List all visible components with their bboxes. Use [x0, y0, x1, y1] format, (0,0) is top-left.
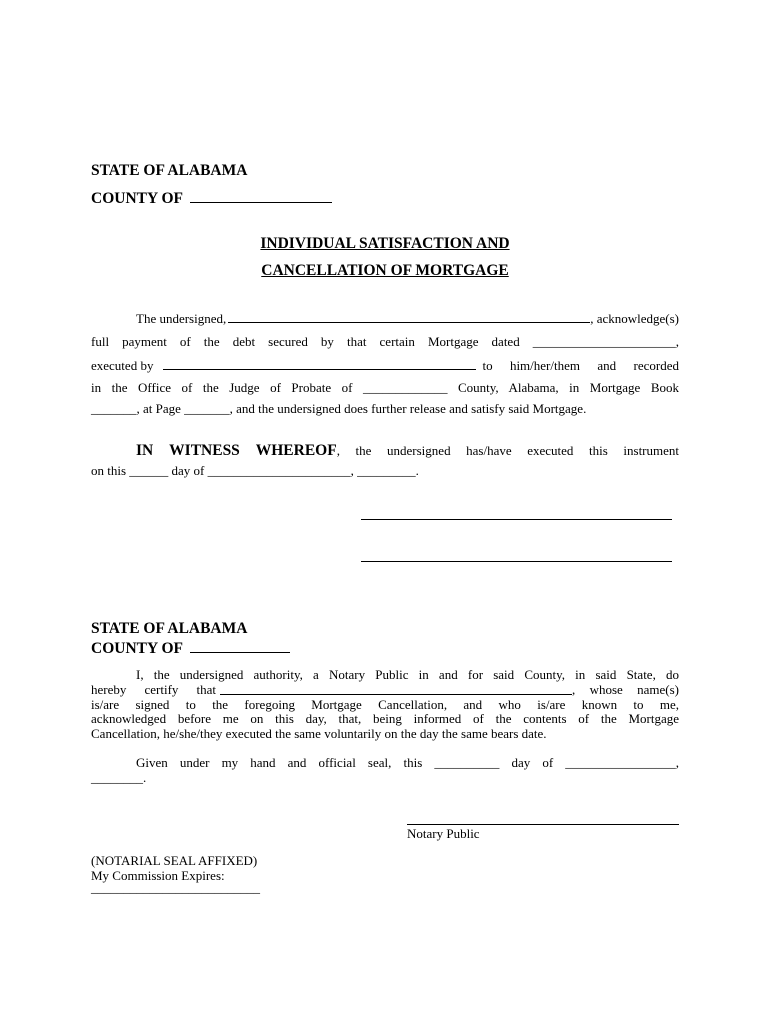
- signature-line-2[interactable]: [361, 561, 672, 562]
- given-paragraph: [91, 755, 679, 785]
- recorded-label: to him/her/them and recorded: [482, 358, 679, 373]
- notary-line-5: Cancellation, he/she/they executed the same voluntarily on the day the same bears date.: [91, 725, 547, 741]
- notary-line-4: acknowledged before me on this day, that, being informed of the contents of the Mortgage: [91, 711, 679, 727]
- whose-names-label: , whose name(s): [572, 681, 679, 697]
- witness-paragraph: [91, 440, 679, 481]
- certify-name-blank[interactable]: [220, 683, 572, 695]
- given-line-2: ________.: [91, 770, 147, 785]
- certify-label: hereby certify that: [91, 681, 216, 697]
- notary-state-heading: STATE OF ALABAMA: [91, 620, 248, 637]
- satisfaction-line-5: _______, at Page _______, and the undersigned does further release and satisfy said Mortgage.: [91, 401, 587, 416]
- county-heading-label: COUNTY OF: [91, 190, 183, 207]
- executed-by-blank[interactable]: [163, 355, 476, 370]
- notary-signature-line[interactable]: [407, 824, 679, 825]
- undersigned-label: The undersigned,: [136, 311, 227, 326]
- witness-line-2: on this ______ day of ______________________, _________.: [91, 462, 419, 478]
- notary-public-label: Notary Public: [407, 826, 480, 841]
- state-heading: STATE OF ALABAMA: [91, 162, 248, 179]
- witness-lead: IN WITNESS WHEREOF: [136, 442, 337, 459]
- witness-rest: , the undersigned has/have executed this instrument: [336, 443, 679, 458]
- notary-county-blank[interactable]: [190, 638, 290, 653]
- notary-line-2: [91, 683, 679, 698]
- county-blank[interactable]: [190, 188, 332, 203]
- notarial-seal-label: (NOTARIAL SEAL AFFIXED): [91, 853, 258, 868]
- commission-expires-blank[interactable]: __________________________: [91, 880, 260, 895]
- satisfaction-paragraph: [91, 308, 679, 420]
- document-title-line2: CANCELLATION OF MORTGAGE: [261, 262, 509, 279]
- given-line-1: Given under my hand and official seal, this __________ day of _________________,: [136, 755, 679, 770]
- county-heading: [91, 188, 332, 208]
- notary-county-heading: [91, 638, 290, 658]
- notary-line-1: I, the undersigned authority, a Notary Public in and for said County, in said State, do: [136, 667, 679, 682]
- executed-by-label: executed by: [91, 358, 154, 373]
- acknowledges-label: , acknowledge(s): [590, 311, 679, 326]
- commission-expires-label: My Commission Expires:: [91, 868, 225, 883]
- undersigned-name-blank[interactable]: [228, 308, 590, 323]
- satisfaction-line-2: full payment of the debt secured by that certain Mortgage dated ______________________,: [91, 333, 679, 349]
- satisfaction-line-3: [91, 355, 679, 377]
- notary-line-3: is/are signed to the foregoing Mortgage Cancellation, and who is/are known to me,: [91, 696, 679, 712]
- satisfaction-line-1: [91, 308, 679, 330]
- notary-paragraph: [91, 668, 679, 741]
- document-title-line1: INDIVIDUAL SATISFACTION AND: [260, 235, 510, 252]
- signature-line-1[interactable]: [361, 519, 672, 520]
- satisfaction-line-4: in the Office of the Judge of Probate of _____________ County, Alabama, in Mortgage Book: [91, 379, 679, 395]
- witness-line-1: [91, 440, 679, 462]
- notary-county-label: COUNTY OF: [91, 640, 183, 657]
